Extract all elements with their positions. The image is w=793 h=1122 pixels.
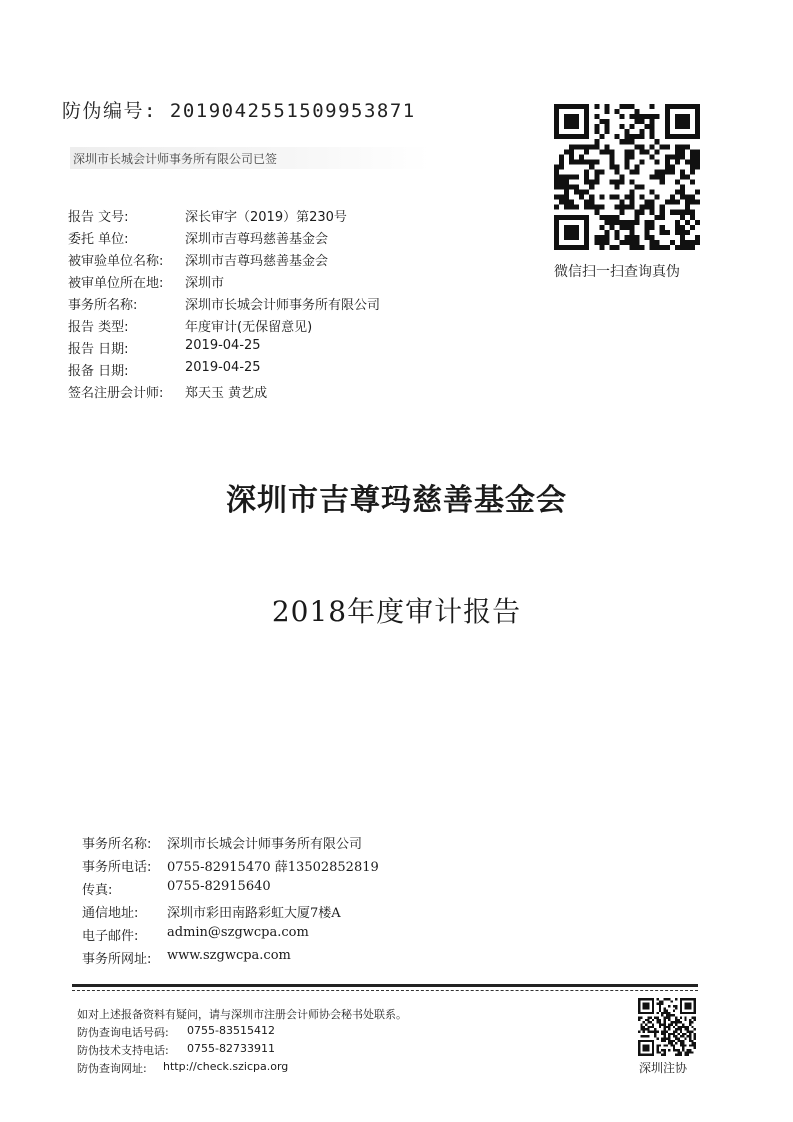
footer-value: 0755-82733911 bbox=[187, 1042, 275, 1055]
contact-value: 深圳市长城会计师事务所有限公司 bbox=[167, 837, 363, 852]
info-value: 深圳市吉尊玛慈善基金会 bbox=[185, 254, 329, 269]
document-subtitle: 2018年度审计报告 bbox=[271, 595, 522, 628]
szicpa-qr-code[interactable] bbox=[638, 998, 696, 1056]
info-label: 被审验单位名称: bbox=[68, 254, 164, 269]
footer-divider-dashed bbox=[72, 990, 698, 991]
contact-value-email[interactable]: admin@szgwcpa.com bbox=[167, 925, 309, 940]
qr-bottom-caption: 深圳注协 bbox=[639, 1061, 688, 1075]
document-title: 深圳市吉尊玛慈善基金会 bbox=[226, 483, 567, 518]
info-label: 委托 单位: bbox=[68, 232, 129, 247]
qr-code-icon bbox=[554, 104, 700, 250]
contact-label: 事务所电话: bbox=[82, 860, 152, 875]
qr-code-icon bbox=[638, 998, 696, 1056]
info-label: 被审单位所在地: bbox=[68, 276, 164, 291]
info-value: 2019-04-25 bbox=[185, 360, 261, 375]
footer-label: 防伪查询网址: bbox=[77, 1062, 147, 1075]
footer-value: 0755-83515412 bbox=[187, 1024, 275, 1037]
contact-value: 0755-82915470 薛13502852819 bbox=[167, 860, 379, 875]
info-label: 事务所名称: bbox=[68, 298, 138, 313]
footer-value-url[interactable]: http://check.szicpa.org bbox=[163, 1060, 289, 1073]
footer-label: 防伪技术支持电话: bbox=[77, 1044, 169, 1057]
info-value: 深圳市长城会计师事务所有限公司 bbox=[185, 298, 381, 313]
info-value: 深圳市 bbox=[185, 276, 225, 291]
contact-value: 0755-82915640 bbox=[167, 879, 271, 894]
contact-label: 事务所网址: bbox=[82, 952, 152, 967]
info-label: 报告 日期: bbox=[68, 342, 129, 357]
info-label: 报备 日期: bbox=[68, 364, 129, 379]
footer-notice-text: 如对上述报备资料有疑问，请与深圳市注册会计师协会秘书处联系。 bbox=[77, 1008, 407, 1021]
contact-value-website[interactable]: www.szgwcpa.com bbox=[167, 948, 291, 963]
info-value: 深长审字（2019）第230号 bbox=[185, 210, 347, 225]
info-value: 郑天玉 黄艺成 bbox=[185, 386, 268, 401]
contact-label: 传真: bbox=[82, 883, 113, 898]
footer-divider bbox=[72, 984, 698, 987]
wechat-qr-code[interactable] bbox=[554, 104, 700, 250]
info-value: 深圳市吉尊玛慈善基金会 bbox=[185, 232, 329, 247]
contact-label: 通信地址: bbox=[82, 906, 139, 921]
info-value: 年度审计(无保留意见) bbox=[185, 320, 313, 335]
footer-label: 防伪查询电话号码: bbox=[77, 1026, 169, 1039]
contact-label: 事务所名称: bbox=[82, 837, 152, 852]
info-value: 2019-04-25 bbox=[185, 338, 261, 353]
info-label: 报告 文号: bbox=[68, 210, 129, 225]
qr-caption: 微信扫一扫查询真伪 bbox=[554, 264, 680, 280]
info-label: 签名注册会计师: bbox=[68, 386, 164, 401]
info-label: 报告 类型: bbox=[68, 320, 129, 335]
contact-label: 电子邮件: bbox=[82, 929, 139, 944]
signed-note: 深圳市长城会计师事务所有限公司已签 bbox=[73, 152, 278, 166]
anti-counterfeit-number: 防伪编号: 2019042551509953871 bbox=[62, 100, 416, 122]
contact-value: 深圳市彩田南路彩虹大厦7楼A bbox=[167, 906, 341, 921]
